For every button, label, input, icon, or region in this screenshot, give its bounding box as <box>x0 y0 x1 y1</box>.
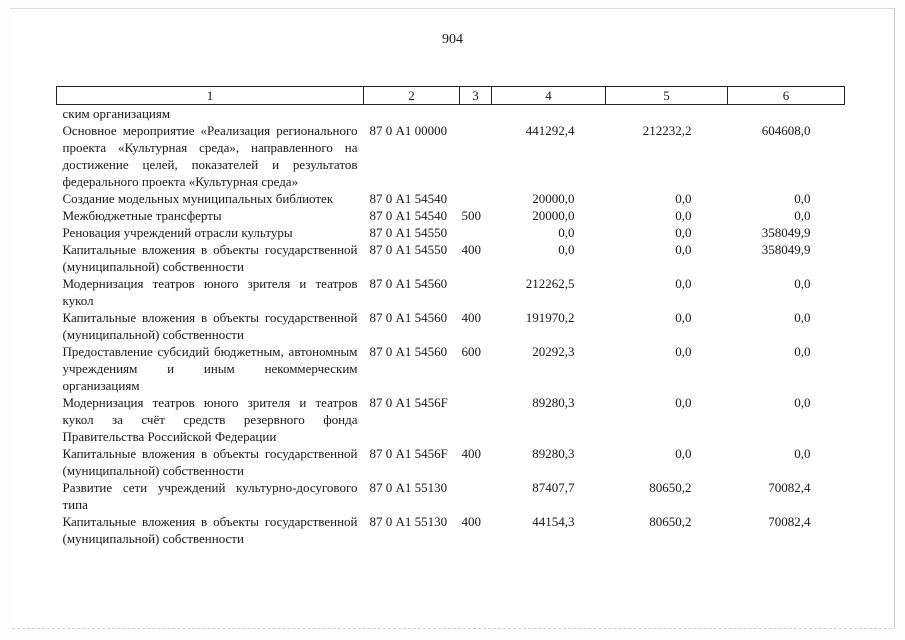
page-bottom-edge <box>12 628 892 631</box>
header-col-2: 2 <box>364 87 460 105</box>
row-value-2025 <box>606 105 728 123</box>
row-value-2025: 0,0 <box>675 191 692 206</box>
row-name: Предоставление субсидий бюджетным, автономным учреждениям и иным некоммерческим организациям <box>62 344 358 393</box>
row-value-2026: 0,0 <box>794 276 811 291</box>
row-value-2025: 212232,2 <box>642 123 692 138</box>
row-name: Основное мероприятие «Реализация регионального проекта «Культурная среда», направленного на достижение целей, показателей и результатов федерального проекта «Культурная среда» <box>62 123 358 189</box>
row-value-2025: 0,0 <box>675 225 692 240</box>
row-vr <box>460 275 492 309</box>
row-name: Реновация учреждений отрасли культуры <box>62 225 293 240</box>
row-name: Капитальные вложения в объекты государственной (муниципальной) собственности <box>62 310 358 342</box>
row-value-2024: 0,0 <box>558 242 575 257</box>
row-code <box>364 105 460 123</box>
table-row <box>57 207 845 224</box>
row-code: 87 0 А1 5456F <box>369 395 448 410</box>
row-value-2024: 212262,5 <box>525 276 575 291</box>
row-vr: 400 <box>461 242 481 257</box>
row-code: 87 0 А1 55130 <box>369 514 448 529</box>
row-value-2024: 191970,2 <box>525 310 575 325</box>
table-row <box>57 224 845 241</box>
row-value-2024 <box>492 105 606 123</box>
row-value-2024: 441292,4 <box>525 123 575 138</box>
row-code: 87 0 А1 54550 <box>369 242 448 257</box>
row-value-2026: 358049,9 <box>761 242 811 257</box>
row-value-2026: 604608,0 <box>761 123 811 138</box>
row-value-2025: 0,0 <box>675 208 692 223</box>
row-value-2025: 0,0 <box>675 395 692 410</box>
row-value-2026 <box>728 105 845 123</box>
row-vr: 400 <box>461 446 481 461</box>
row-value-2026: 358049,9 <box>761 225 811 240</box>
row-name: Модернизация театров юного зрителя и театров кукол за счёт средств резервного фонда Правительства Российской Федерации <box>62 395 358 444</box>
row-vr <box>460 479 492 513</box>
row-value-2024: 20000,0 <box>532 191 575 206</box>
table-row <box>57 445 845 479</box>
row-value-2026: 70082,4 <box>768 514 811 529</box>
row-code: 87 0 А1 55130 <box>369 480 448 495</box>
table-row <box>57 309 845 343</box>
row-code: 87 0 А1 54560 <box>369 344 448 359</box>
row-vr <box>460 224 492 241</box>
row-value-2024: 44154,3 <box>532 514 575 529</box>
row-vr: 600 <box>461 344 481 359</box>
header-col-1: 1 <box>57 87 364 105</box>
table-row <box>57 241 845 275</box>
row-value-2024: 20292,3 <box>532 344 575 359</box>
row-code: 87 0 А1 54560 <box>369 276 448 291</box>
row-value-2024: 89280,3 <box>532 446 575 461</box>
row-value-2024: 0,0 <box>558 225 575 240</box>
header-col-6: 6 <box>728 87 845 105</box>
row-vr: 400 <box>461 310 481 325</box>
row-name: Модернизация театров юного зрителя и театров кукол <box>62 276 358 308</box>
row-name: Капитальные вложения в объекты государственной (муниципальной) собственности <box>62 446 358 478</box>
table-row <box>57 105 845 123</box>
header-col-3: 3 <box>460 87 492 105</box>
row-name: Межбюджетные трансферты <box>62 208 222 223</box>
row-name: Капитальные вложения в объекты государственной (муниципальной) собственности <box>62 514 358 546</box>
row-code: 87 0 А1 54560 <box>369 310 448 325</box>
row-vr: 400 <box>461 514 481 529</box>
row-vr <box>460 122 492 190</box>
row-vr <box>460 105 492 123</box>
row-vr: 500 <box>461 208 481 223</box>
row-value-2026: 0,0 <box>794 191 811 206</box>
table-row <box>57 122 845 190</box>
row-value-2025: 0,0 <box>675 310 692 325</box>
header-col-5: 5 <box>606 87 728 105</box>
row-name: Капитальные вложения в объекты государственной (муниципальной) собственности <box>62 242 358 274</box>
row-value-2025: 80650,2 <box>649 480 692 495</box>
row-value-2025: 0,0 <box>675 446 692 461</box>
table-row <box>57 513 845 547</box>
row-value-2026: 70082,4 <box>768 480 811 495</box>
row-value-2025: 80650,2 <box>649 514 692 529</box>
budget-table <box>56 86 845 547</box>
row-value-2024: 20000,0 <box>532 208 575 223</box>
row-value-2025: 0,0 <box>675 242 692 257</box>
header-col-4: 4 <box>492 87 606 105</box>
row-value-2026: 0,0 <box>794 395 811 410</box>
table-row <box>57 343 845 394</box>
row-vr <box>460 190 492 207</box>
header-row <box>57 87 845 105</box>
table-row <box>57 190 845 207</box>
row-value-2024: 89280,3 <box>532 395 575 410</box>
row-name: Развитие сети учреждений культурно-досугового типа <box>62 480 358 512</box>
table-row <box>57 275 845 309</box>
table-row <box>57 479 845 513</box>
row-code: 87 0 А1 54540 <box>369 191 448 206</box>
row-value-2026: 0,0 <box>794 208 811 223</box>
row-value-2026: 0,0 <box>794 344 811 359</box>
row-name: ским организациям <box>62 106 171 121</box>
row-value-2025: 0,0 <box>675 344 692 359</box>
row-name: Создание модельных муниципальных библиотек <box>62 191 334 206</box>
row-vr <box>460 394 492 445</box>
row-value-2026: 0,0 <box>794 310 811 325</box>
row-value-2026: 0,0 <box>794 446 811 461</box>
row-code: 87 0 А1 54540 <box>369 208 448 223</box>
row-code: 87 0 А1 00000 <box>369 123 448 138</box>
row-code: 87 0 А1 54550 <box>369 225 448 240</box>
table-row <box>57 394 845 445</box>
page-number: 904 <box>442 32 463 47</box>
row-value-2024: 87407,7 <box>532 480 575 495</box>
row-code: 87 0 А1 5456F <box>369 446 448 461</box>
row-value-2025: 0,0 <box>675 276 692 291</box>
